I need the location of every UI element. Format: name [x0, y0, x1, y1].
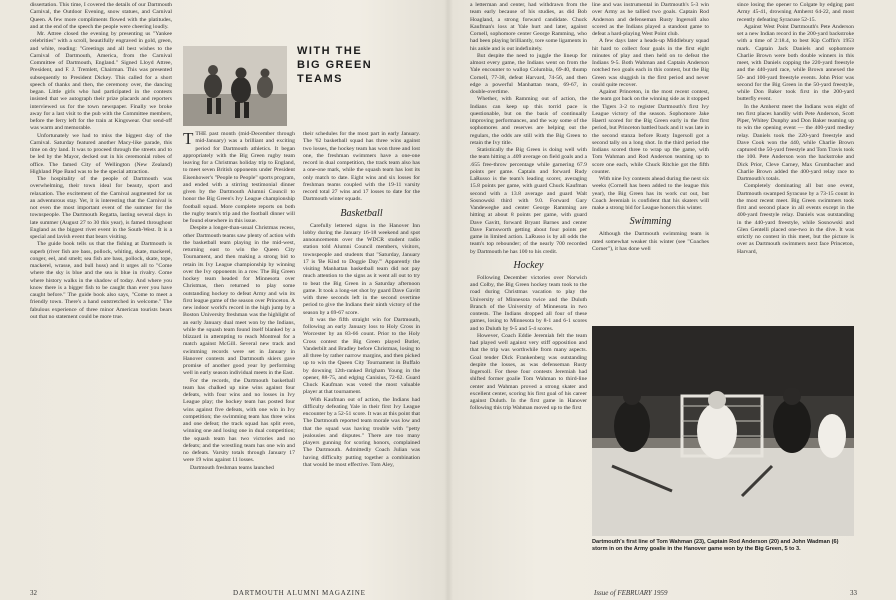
paragraph: Dartmouth freshman teams launched — [190, 464, 274, 471]
paragraph: However, Coach Eddie Jeremiah felt the team had played well against very stiff opposition and that the trip was worthwhile from many aspects. Goal tender Dick Frankenberg was outstanding despite the losses, as was defenseman Rusty Ingersoll. For these four contests Jeremiah had shifted former goalie Tom Wahman to third-line center and Wahman proved a strong skater and excellent center, scoring his first goal of his career against Duluth. In the first game in Hanover following this trip Wahman moved up to the first — [470, 332, 587, 412]
paragraph: In the Amherst meet the Indians won eight of ten first places handily with Pete Anderson, Scott Piper, Whitey Dunphy and Don Baker teaming up to win the opening event — the 400-yard medley relay. Daniels took the 220-yard freestyle and Dave Cook won the 440, while Charlie Brown captured the 50-yard freestyle and Tom Travis took the 100. Pete Anderson won the backstroke and Dick Prior, Cleve Carney, Max Grumbacher and Charlie Brown added the 400-yard relay race to Dartmouth's totals. — [737, 103, 854, 182]
drop-cap: T — [183, 131, 194, 148]
photo-caption: Dartmouth's first line of Tom Wahman (23), Captain Rod Anderson (20) and John Wadman (6) storm in on the Army goalie in the Hanover game won by the Big Green, 5 to 3. — [592, 539, 839, 552]
paragraph-text: THE past month (mid-December through mid-January) was a brilliant and exciting period for Dartmouth athletics. It began appropriately with the Big Green rugby team leaving for a Christmas holiday trip to England, to meet seven British opponents under President Eisenhower's "People to People" sports program, and ended with a stirring testimonial dinner given by the Dartmouth Alumni Council to honor the Big Green's Ivy League championship football squad. More complete reports on both the rugby team's trip and the football dinner will be found elsewhere in this issue. — [183, 131, 295, 224]
section-title-line-1: WITH THE — [297, 45, 363, 57]
basketball-heading: Basketball — [340, 207, 383, 219]
paragraph: Statistically the Big Green is doing well with the team hitting a .409 average on field goals and a .655 free-throw percentage while garnering 67.9 points per game. Captain and forward Rudy LaRusso is the team's leading scorer, averaging 15.8 points per game, with guard Chuck Kaufman second with a 13.8 average and guard Walt Sosnowski third with 9.0. Forward Gary Vandeweghe and center George Ramming are hitting at about 8 points per game, with guard Dave Gavitt, forward Bryant Barnes and center Dave Farnsworth getting about four points per game in limited action. LaRusso is by all odds the team's top rebounder; of the nearly 700 recorded by Dartmouth he has 100 to his credit. — [470, 147, 587, 255]
paragraph: since losing the opener to Colgate by edging past Army 45-41, drowning Amherst 64-22, and most recently defeating Syracuse 52-15. — [737, 2, 854, 23]
paragraph: But despite the need to juggle the lineup for almost every game, the Indians went on from the Yale encounter to wallop Columbia, 69-40, thump Cornell, 77-38, defeat Harvard, 74-56, and then edge a powerful Manhattan team, 69-67, in double-overtime. — [470, 52, 587, 95]
paragraph — [183, 131, 295, 225]
swimming-heading: Swimming — [629, 216, 672, 228]
paragraph: The hospitality of the people of Dartmouth was overwhelming, their town ideal for beauty, sport and relaxation. The excitement of the Carnival augmented for us an adventurous stay. Yet, it is interesting that the Carnival is not even the most important event of the summer for the townspeople. The Dartmouth Regatta, lasting several days in late summer (August 27 to 30 this year), is famed throughout England as the biggest rivet event in the South-West. It is a special and lavish event that bears visiting. — [30, 176, 172, 240]
paragraph: Unfortunately we had to miss the biggest day of the Carnival. Saturday featured another Macy-like parade, this time on dry land. It was to proceed through the streets and to be led by the Mayor, decked out in his ceremonial robes of office. The famed City of Wellington (New Zealand) Highland Pipe Band was to be the special attraction. — [30, 132, 172, 175]
section-title-line-2: BIG GREEN TEAMS — [297, 59, 373, 85]
right-page-issue: Issue of FEBRUARY 1959 — [594, 589, 668, 597]
paragraph: line and was instrumental in Dartmouth's 5-3 win over Army as he tallied two goals. Captain Rod Anderson and defenseman Rusty Ingersoll also scored as the Indians played a standout game to defeat a hard-playing West Point club. — [592, 2, 709, 37]
paragraph: For the records, the Dartmouth basketball team has chalked up nine wins against four defeats, with four wins and no losses in Ivy League play; the hockey team has posted four wins against five defeats, with one win in Ivy competition; the swimming team has three wins and one defeat; the track squad has split even, winning one and losing one in dual competition; the squash team has two victories and no defeats; and the wrestling team has one win and no defeats. Varsity totals through January 17 were 19 wins against 11 losses. — [183, 377, 295, 464]
left-page-column-3 — [303, 131, 420, 551]
left-page-column-2 — [183, 131, 295, 551]
paragraph: Although the Dartmouth swimming team is rated somewhat weaker this winter (see "Coaches Corner"), it has done well — [592, 231, 709, 252]
paragraph: Despite a longer-than-usual Christmas recess, other Dartmouth teams saw plenty of action with the basketball team playing in the mid-west, returning east to win the Queen City Tournament, and then making a strong bid to retain its Ivy League championship by winning over the Ivy opponents in a row. The Big Green hockey team headed for Minnesota over Christmas, then returned to play some outstanding hockey to defeat Army and win its first league game of the season over Princeton. A new indoor world's record in the high jump by a Boston University freshman was the highlight of an early January dual meet won by the Indians, while the squash team found itself blanked by a blizzard in attempting to reach Montreal for a match against McGill. Several new track and swimming records were set in January in Hanover contests and Dartmouth skiers gave promise of another good year by performing well in early season individual meets in the East. — [183, 225, 295, 377]
paragraph: Against West Point Dartmouth's Pete Anderson set a new Indian record in the 200-yard backstroke with a time of 2:18.4, to best Kip Coffin's 1953 mark. Captain Jack Daniels and sophomore Charlie Brown were both double winners in this meet, with Daniels copping the 220-yard freestyle and the 440-yard race, while Brown annexed the 50- and 100-yard freestyle events. John Prior was second for the Big Green in the 50-yard freestyle, while Don Baker took first in the 200-yard butterfly event. — [737, 23, 854, 103]
paragraph: Against Princeton, in the most recent contest, the team got back on the winning side as it stopped the Tigers 3-2 to register Dartmouth's first Ivy League victory of the season. Sophomore Jake Haertl scored for the Big Green early in the first period, but Princeton battled back and it was late in the second stanza before Rusty Ingersoll got a second tally on a long shot. In the third period the Indians scored three to wrap up the game, with Tom Wahman and Rod Anderson teaming up to score one each, while Chuck Ritchie got the fifth counter. — [592, 89, 709, 175]
right-page-number: 33 — [850, 589, 857, 597]
hockey-heading: Hockey — [513, 259, 544, 271]
paragraph: With nine Ivy contests ahead during the next six weeks (Cornell has been added to the league this year), the Big Green has its work cut out, but Coach Jeremiah is confident that his skaters will make a strong bid for League honors this winter. — [592, 176, 709, 211]
paragraph: With Kaufman out of action, the Indians had difficulty defeating Yale in their first Ivy League encounter by a 52-51 score. It was at this point that The Dartmouth reported team morale was low and that the squad was having trouble with "petty jealousies and disputes." There are too many players gunning for scoring honors, complained The Dartmouth. Admittedly Coach Julian was having difficulty putting together a combination that would be most effective. Tom Aley, — [303, 396, 420, 468]
paragraph: Mr. Attree closed the evening by presenting us "Yankee celebrities" with a scroll, beautifully engraved in gold, green, and white, reading: "Greetings and all best wishes to the Carnival of Dartmouth, America, from the Carnival Committee of Dartmouth, England." Signed Lloyd Attree, President, and F. J. Tremlett, Chairman. This was presented subsequently to President Dickey. This called for a short speech of thanks and then, the ceremony over, the dancing began. Little girls who had participated in the contests insisted that we autograph their prize placards and reporters interviewed us for the town newspaper. Finally we broke away for a last visit to the pub with the Committee members, before the ferry left for the train at Kingswear. Our send-off was warm and memorable. — [30, 31, 172, 132]
hockey-photo-illustration — [592, 326, 854, 536]
right-page-column-2 — [592, 2, 709, 320]
paragraph: dissertation. This time, I covered the details of our Dartmouth Carnival, the Outdoor Evening, snow statues, and Carnival Queen. A few more compliments flowed with the platitudes, and at the end of the speech the people were cheering loudly. — [30, 2, 172, 30]
paragraph: The guide book tells us that the fishing at Dartmouth is superb (river fish are bass, pollock, whiting, skate, mackerel, conger, eel, and smelt; sea fish are bass, pollock, skate, tope, mackerel, wrasse, and bull huss) and it urges all to "Come where the sky is blue and the sea is blue in rivalry. Come where history walks in the shadow of today. And where you know there is a bigger fish to be caught than ever you have caught before." The guide book also says, "Come to meet a friendly town. There's a hand outstretched in welcome." The fabulous experience of three minor American tourists bears out that no statement could be more true. — [30, 241, 172, 320]
paragraph: A few days later a heads-up Middlebury squad hit hard to collect four goals in the first eight minutes of play and then held on to defeat the Indians 9-5. Both Wahman and Captain Anderson notched two goals each in this contest, but the Big Green was sluggish in the first period and never could quite recover. — [592, 38, 709, 88]
left-page-number: 32 — [30, 589, 37, 597]
section-title — [297, 44, 417, 86]
paragraph: Following December victories over Norwich and Colby, the Big Green hockey team took to the road during Christmas vacation to play the University of Minnesota twice and the Duluth Branch of the University of Minnesota in two contests. The Indians dropped all four of these games, losing to Minnesota by 8-1 and 6-1 scores and to Duluth by 9-5 and 5-4 scores. — [470, 274, 587, 332]
article-header-photo — [183, 46, 287, 126]
paragraph: Completely dominating all but one event, Dartmouth swamped Syracuse by a 73-15 count in the most recent meet. Big Green swimmers took first and second place in all events except in the 400-yard freestyle relay. Daniels was outstanding in the 440-yard freestyle, while Sosnowski and Glen Gentelli placed one-two in the dive. It was strictly no contest in this meet, but the picture is over as Dartmouth swimmers next face Princeton, Harvard, — [737, 183, 854, 255]
paragraph: Carefully lettered signs in the Hanover Inn lobby during the January 16-18 weekend and spot announcements over the WDCR student radio station told Alumni Council members, visitors, townspeople and students that "Saturday, January 17 is 'Be Kind to Doggie Day.'" Apparently the visiting Manhattan basketball team did not pay much attention to the signs as it went all out to try to beat the Big Green in a Saturday afternoon game. It took a long-set shot by guard Dave Gavitt with three seconds left in the second overtime period to give the Indians their ninth victory of the season by a 69-67 score. — [303, 222, 420, 316]
left-page-footer: DARTMOUTH ALUMNI MAGAZINE — [233, 589, 366, 597]
paragraph: their schedules for the most part in early January. The '62 basketball squad has three wins against two losses, the hockey team has won three and lost one, the freshman swimmers have a one-one record in dual competition, the track team also has a one-one mark, while the squash team has lost its only match to date. Eight wins and six losses for freshman teams coupled with the 19-11 varsity record total 27 wins and 17 losses to date for the Dartmouth winter squads. — [303, 131, 420, 203]
paragraph: a letterman and center, had withdrawn from the team early because of his studies, as did Bob Hoagland, a strong forward candidate. Chuck Kaufman's loss at Yale hurt and later, against Cornell, sophomore center George Ramming, who had been playing brilliantly, tore some ligaments in his ankle and is out indefinitely. — [470, 2, 587, 52]
photo-illustration — [183, 46, 287, 126]
hockey-photo — [592, 326, 854, 536]
left-page-column-1 — [30, 2, 172, 550]
right-page-column-1 — [470, 2, 587, 552]
paragraph: Whether, with Ramming out of action, the Indians can keep up this torrid pace is questionable, but on the basis of continually improving performances, and the way some of the sophomores and reserves are helping out the regulars, the odds are still with the Big Green to retain the Ivy title. — [470, 96, 587, 146]
right-page-column-3 — [737, 2, 854, 322]
paragraph: It was the fifth straight win for Dartmouth, following an early January loss to Holy Cross in Worcester by an 83-66 count. Prior to the Holy Cross contest the Big Green played Butler, Vanderbilt and Bradley before Christmas, losing to all three by rather narrow margins, and then picked up to win the Queen City Tournament in Buffalo by downing 12th-ranked Brigham Young in the opener, 88-75, and edging Canisius, 72-62. Guard Chuck Kaufman was voted the most valuable player at that tournament. — [303, 316, 420, 396]
